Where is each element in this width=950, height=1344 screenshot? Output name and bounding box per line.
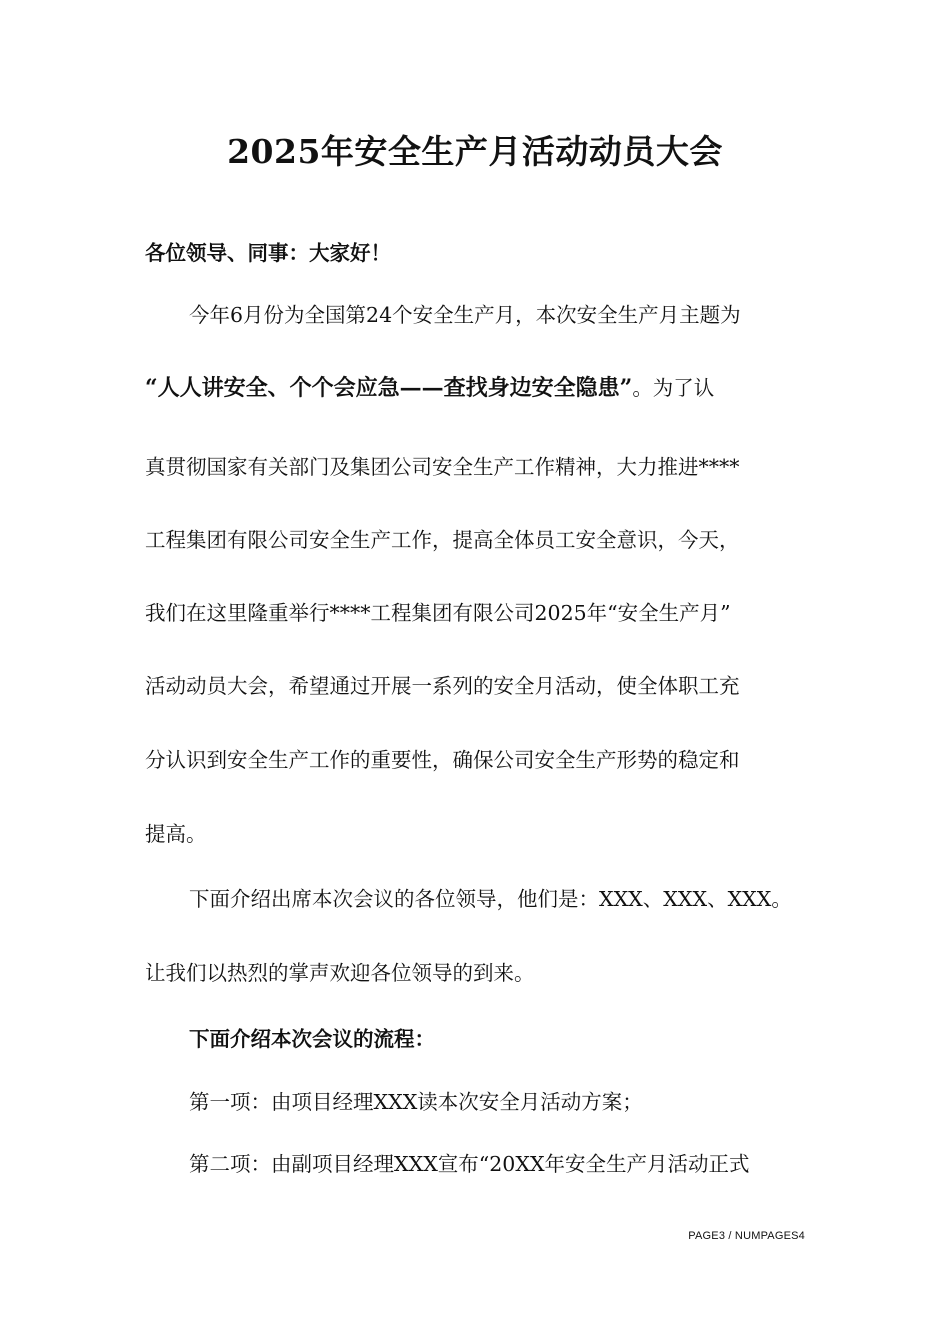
para1-line4: 工程集团有限公司安全生产工作，提高全体员工安全意识，今天，	[145, 528, 740, 552]
para2-line1: 下面介绍出席本次会议的各位领导，他们是：XXX、XXX、XXX。	[189, 887, 792, 911]
para1-line2	[145, 371, 805, 402]
document-title: 2025年安全生产月活动动员大会	[227, 132, 723, 171]
agenda-heading: 下面介绍本次会议的流程：	[189, 1027, 435, 1051]
para1-line5: 我们在这里隆重举行****工程集团有限公司2025年“安全生产月”	[145, 601, 731, 625]
para1-line3: 真贯彻国家有关部门及集团公司安全生产工作精神，大力推进****	[145, 455, 740, 479]
page-number-footer: PAGE3 / NUMPAGES4	[688, 1230, 805, 1242]
para1-line7: 分认识到安全生产工作的重要性，确保公司安全生产形势的稳定和	[145, 748, 740, 772]
para1-line2-rest: 。为了认	[632, 376, 715, 400]
para1-line6: 活动动员大会，希望通过开展一系列的安全月活动，使全体职工充	[145, 674, 740, 698]
para1-line8: 提高。	[145, 822, 207, 846]
greeting: 各位领导、同事：大家好！	[145, 241, 391, 265]
para1-line1: 今年6月份为全国第24个安全生产月，本次安全生产月主题为	[189, 303, 741, 327]
agenda-item-2: 第二项：由副项目经理XXX宣布“20XX年安全生产月活动正式	[189, 1152, 750, 1176]
para2-line2: 让我们以热烈的掌声欢迎各位领导的到来。	[145, 961, 535, 985]
safety-month-theme: “人人讲安全、个个会应急——查找身边安全隐患”	[145, 375, 633, 401]
agenda-item-1: 第一项：由项目经理XXX读本次安全月活动方案；	[189, 1090, 643, 1114]
